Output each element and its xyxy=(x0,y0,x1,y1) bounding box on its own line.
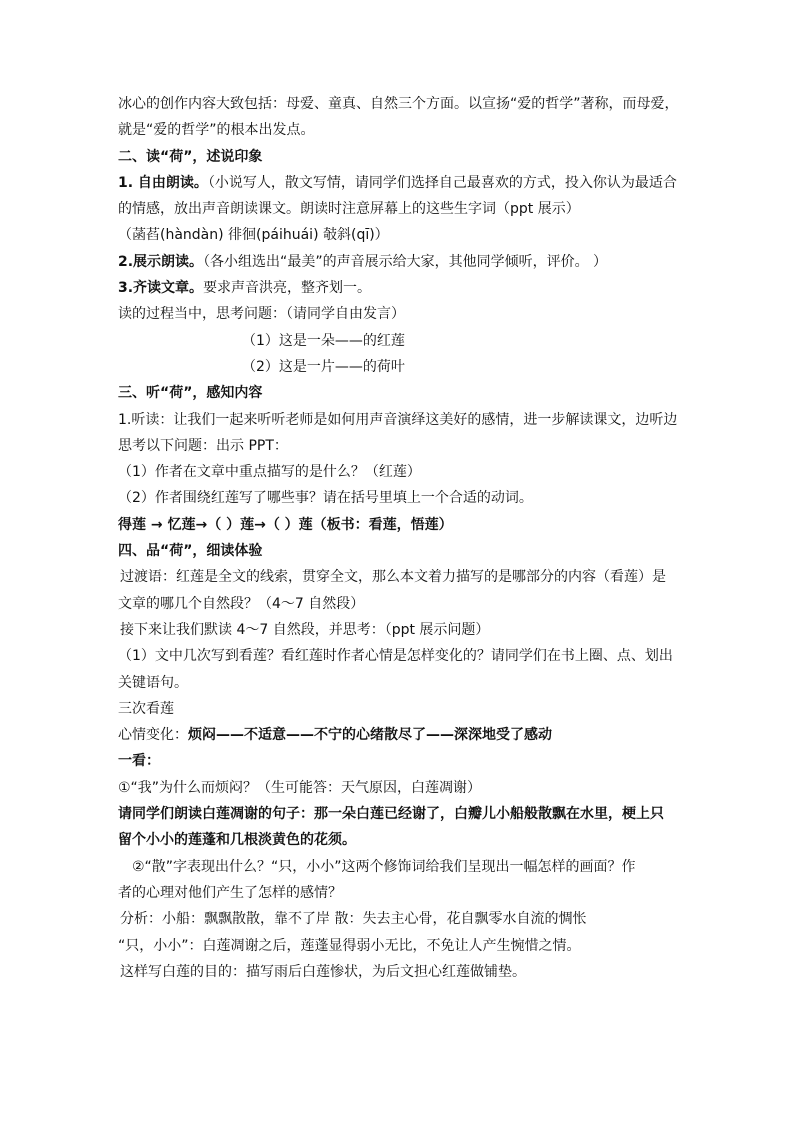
text-line: 三次看莲 xyxy=(118,700,174,717)
text-line: 的情感，放出声音朗读课文。朗读时注意屏幕上的这些生字词（ppt 展示） xyxy=(118,201,580,218)
text-line: 分析：小船：飘飘散散，靠不了岸 散：失去主心骨，花自飘零水自流的惆怅 xyxy=(120,911,587,928)
text-line: 过渡语：红莲是全文的线索，贯穿全文，那么本文着力描写的是哪部分的内容（看莲）是 xyxy=(120,569,666,586)
text-line: （菡萏(hàndàn) 徘徊(páihuái) 攲斜(qī)） xyxy=(118,227,389,244)
text-line-lead: 1. 自由朗读。 xyxy=(118,174,208,191)
text-line: （1）作者在文章中重点描写的是什么？（红莲） xyxy=(118,464,421,481)
text-line xyxy=(118,275,698,301)
text-line-rest: 要求声音洪亮，整齐划一。 xyxy=(203,280,372,297)
text-line: 思考以下问题：出示 PPT： xyxy=(118,437,288,454)
text-line: 读的过程当中，思考问题：（请同学自由发言） xyxy=(118,306,405,323)
text-line xyxy=(118,722,698,748)
text-line: 冰心的创作内容大致包括：母爱、童真、自然三个方面。以宣扬“爱的哲学”著称，而母爱， xyxy=(118,96,679,112)
text-line: 这样写白莲的目的：描写雨后白莲惨状，为后文担心红莲做铺垫。 xyxy=(120,963,526,980)
text-line-lead: 3.齐读文章。 xyxy=(118,280,204,297)
text-line: 留个小小的莲蓬和几根淡黄色的花须。 xyxy=(118,832,356,849)
text-line-rest: （各小组选出“最美”的声音展示给大家，其他同学倾听，评价。 ） xyxy=(203,253,608,270)
text-line: 三、听“荷”，感知内容 xyxy=(118,385,263,402)
text-line: 者的心理对他们产生了怎样的感情？ xyxy=(118,884,342,901)
text-line: ②“散”字表现出什么？“只，小小”这两个修饰词给我们呈现出一幅怎样的画面？作 xyxy=(132,858,636,875)
text-line: 1.听读：让我们一起来听听老师是如何用声音演绎这美好的感情，进一步解读课文，边听边 xyxy=(118,411,678,428)
text-line: 二、读“荷”，述说印象 xyxy=(118,148,263,165)
text-line xyxy=(118,170,698,196)
text-line: ①“我”为什么而烦闷？（生可能答：天气原因，白莲凋谢） xyxy=(118,779,482,796)
text-line: （1）这是一朵——的红莲 xyxy=(242,332,405,349)
text-line: 四、品“荷”，细读体验 xyxy=(118,543,263,560)
text-line: （2）作者围绕红莲写了哪些事？请在括号里填上一个合适的动词。 xyxy=(118,490,533,507)
text-line-rest: 烦闷——不适意——不宁的心绪散尽了——深深地受了感动 xyxy=(188,727,552,744)
text-line: （2）这是一片——的荷叶 xyxy=(242,358,405,375)
text-line: 就是“爱的哲学”的根本出发点。 xyxy=(118,122,315,139)
text-line: 关键语句。 xyxy=(118,674,188,691)
text-line-lead: 2.展示朗读。 xyxy=(118,253,204,270)
text-line xyxy=(118,249,698,275)
text-line: 一看： xyxy=(118,753,160,770)
text-line: “只，小小”：白莲凋谢之后，莲蓬显得弱小无比，不免让人产生惋惜之情。 xyxy=(118,937,581,954)
text-line: 文章的哪几个自然段？（4～7 自然段） xyxy=(118,595,365,612)
text-line: 接下来让我们默读 4～7 自然段，并思考：（ppt 展示问题） xyxy=(120,621,490,638)
text-line: 请同学们朗读白莲凋谢的句子：那一朵白莲已经谢了，白瓣儿小船般散飘在水里，梗上只 xyxy=(118,806,664,823)
text-line-lead: 心情变化： xyxy=(118,727,188,744)
text-line-rest: （小说写人，散文写情，请同学们选择自己最喜欢的方式，投入你认为最适合 xyxy=(207,174,677,191)
text-line: 得莲 → 忆莲→（ ）莲→（ ）莲（板书：看莲，悟莲） xyxy=(118,516,453,533)
text-line: （1）文中几次写到看莲？看红莲时作者心情是怎样变化的？请同学们在书上圈、点、划出 xyxy=(118,648,673,665)
